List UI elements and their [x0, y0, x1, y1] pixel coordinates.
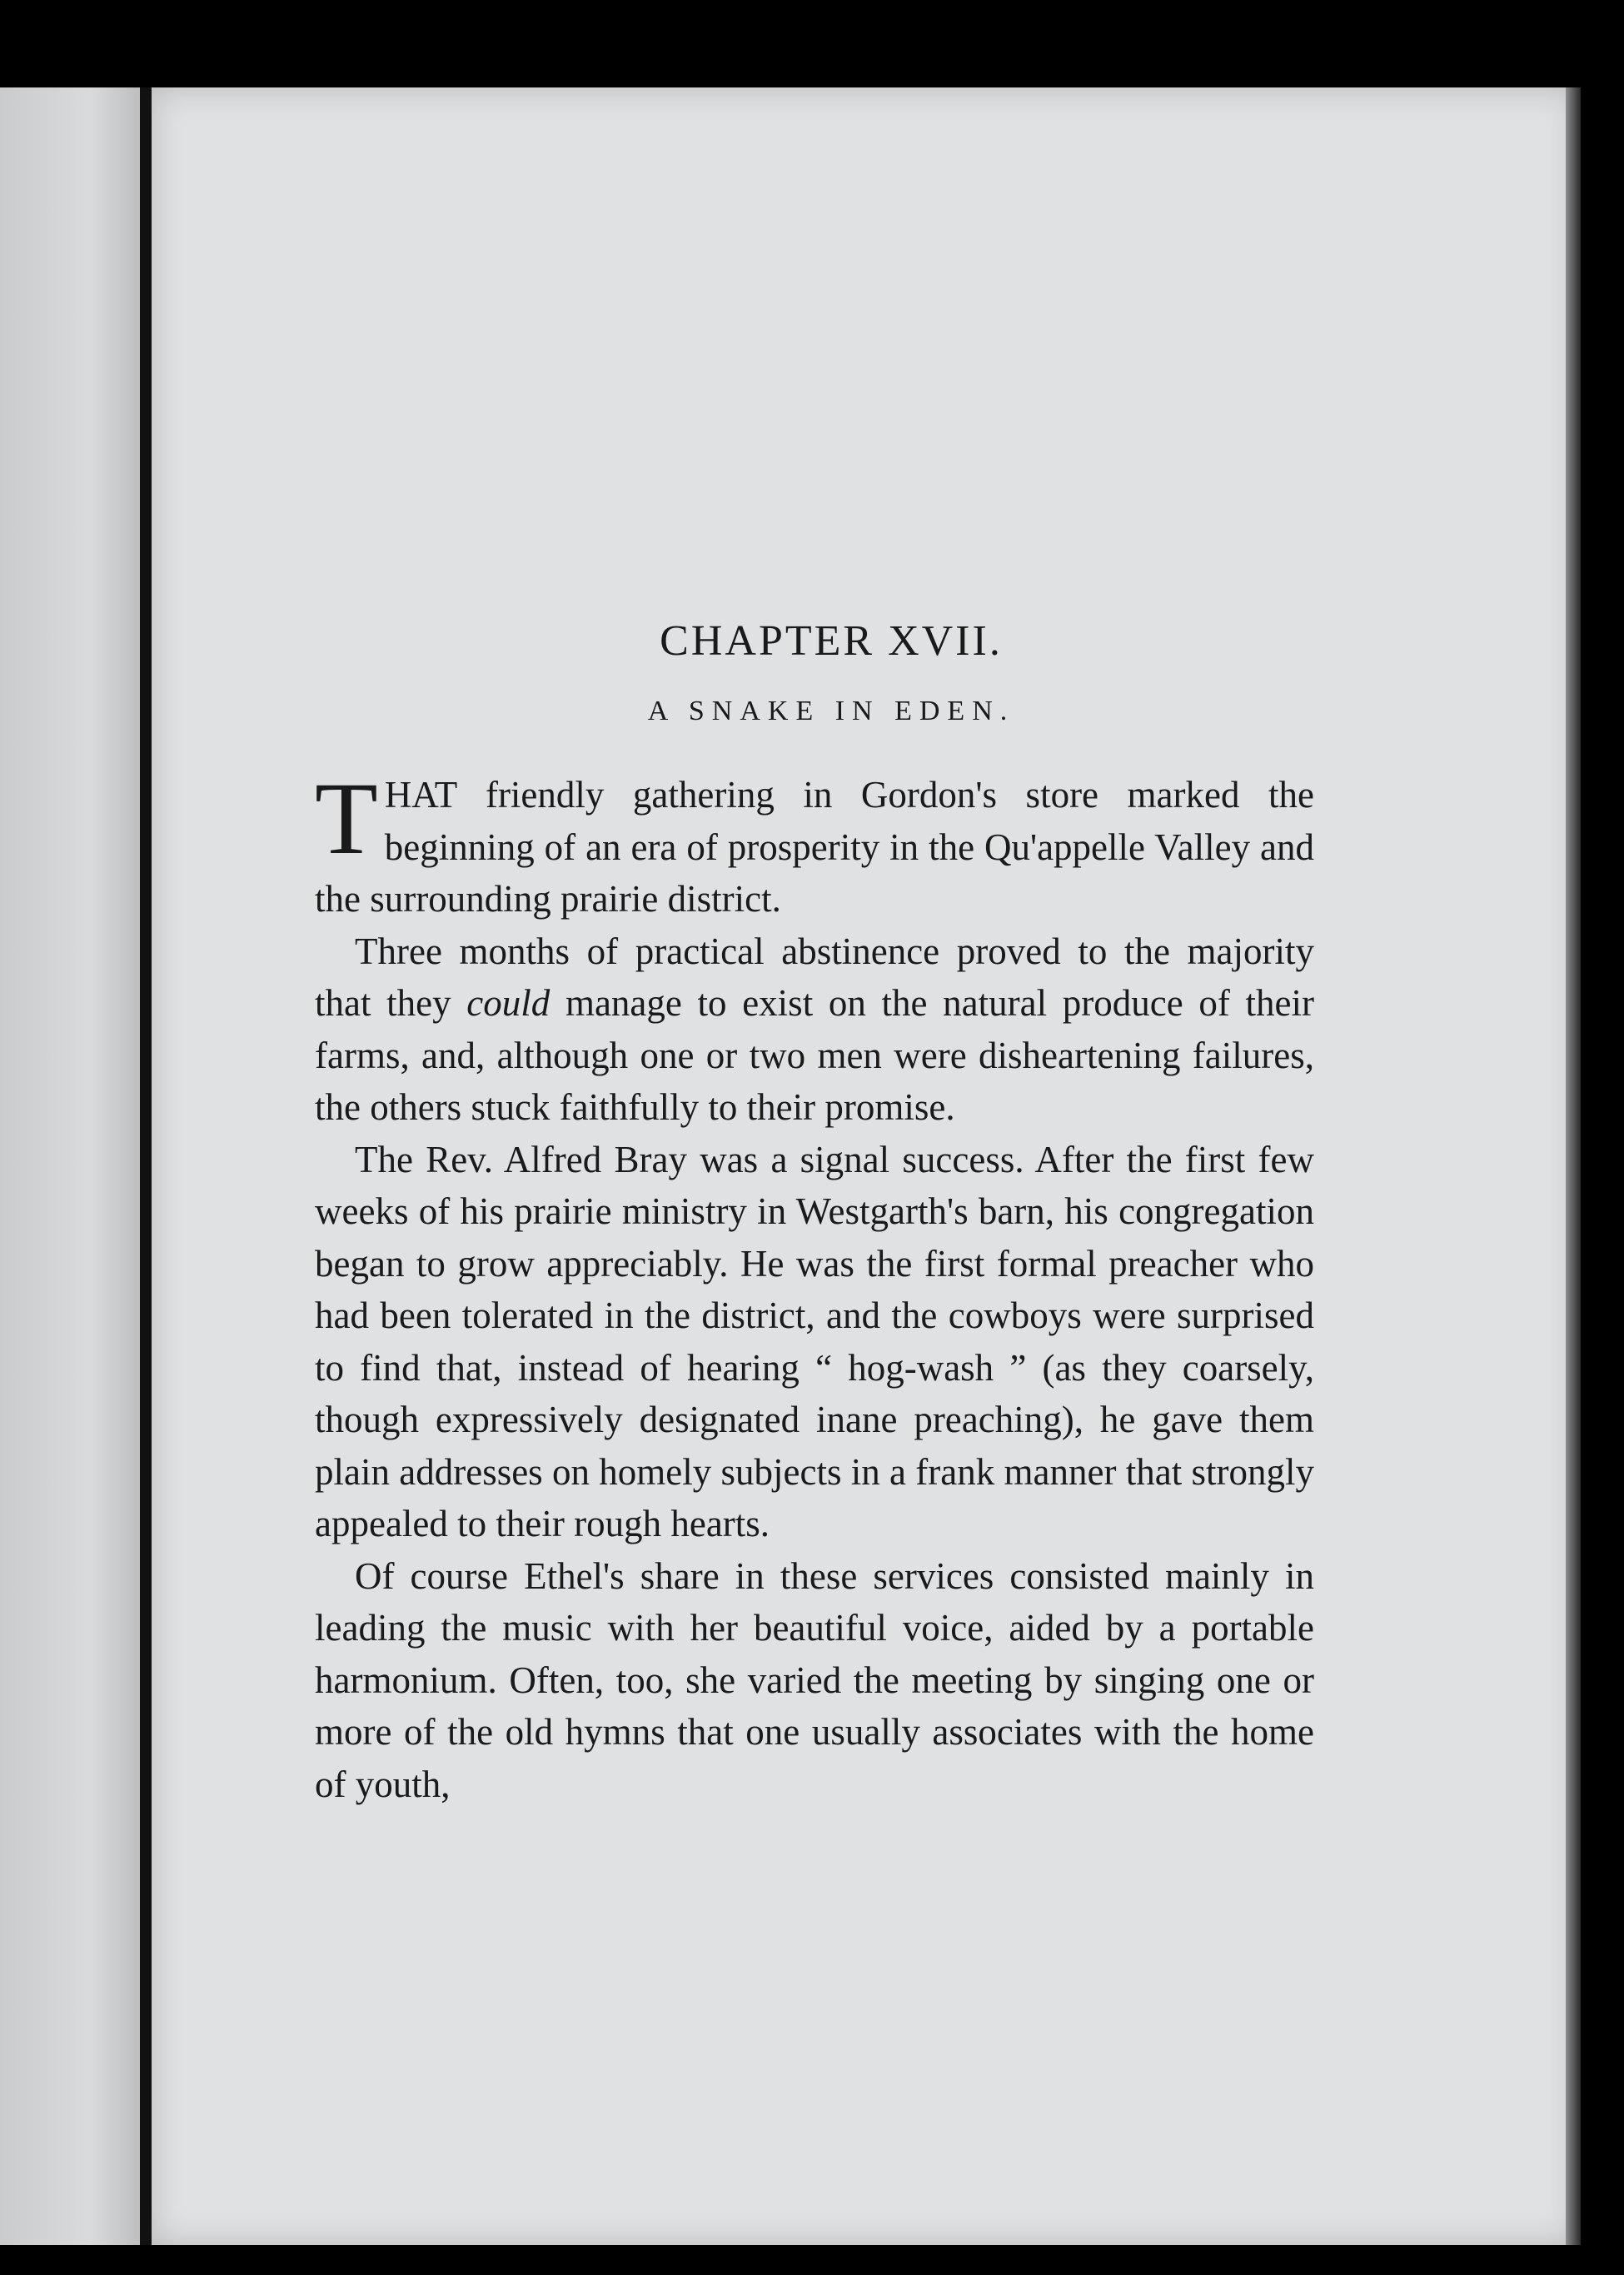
page-text: [315, 616, 1314, 1810]
paragraph-2-emphasis: could: [466, 982, 550, 1024]
page-edge: [1566, 87, 1581, 2245]
page-gutter: [140, 87, 152, 2245]
paragraph-2-text-before: Three months of practical abstinence proved to the majority that they: [315, 930, 1314, 1024]
paragraph-3: The Rev. Alfred Bray was a signal success. After the first few weeks of his prairie ministry in Westgarth's barn, his congregation began to grow appreciably. He was the first formal preacher who had been tolerated in the district, and the cowboys were surprised to find that, instead of hearing “ hog-wash ” (as they coarsely, though expressively designated inane preaching), he gave them plain addresses on homely subjects in a frank manner that strongly appealed to their rough hearts.: [315, 1138, 1314, 1544]
paragraph-1-text: HAT friendly gathering in Gordon's store marked the beginning of an era of prosperity in the Qu'appelle Valley and the surrounding prairie district.: [315, 774, 1314, 920]
paragraph-2: [315, 925, 1314, 1134]
paragraph-4: Of course Ethel's share in these services consisted mainly in leading the music with her beautiful voice, aided by a portable harmonium. Often, too, she varied the meeting by singing one or more of the old hymns that one usually associates with the home of youth,: [315, 1554, 1314, 1805]
chapter-heading: CHAPTER XVII.: [660, 617, 1003, 665]
chapter-subtitle: A SNAKE IN EDEN.: [647, 696, 1015, 726]
paragraph-1: [315, 761, 1314, 925]
facing-page-margin: [0, 87, 152, 2245]
paragraph-2-text-after: manage to exist on the natural produce of their farms, and, although one or two men were disheartening failures, the others stuck faithfully to their promise.: [315, 982, 1314, 1128]
drop-cap: T: [315, 761, 378, 876]
